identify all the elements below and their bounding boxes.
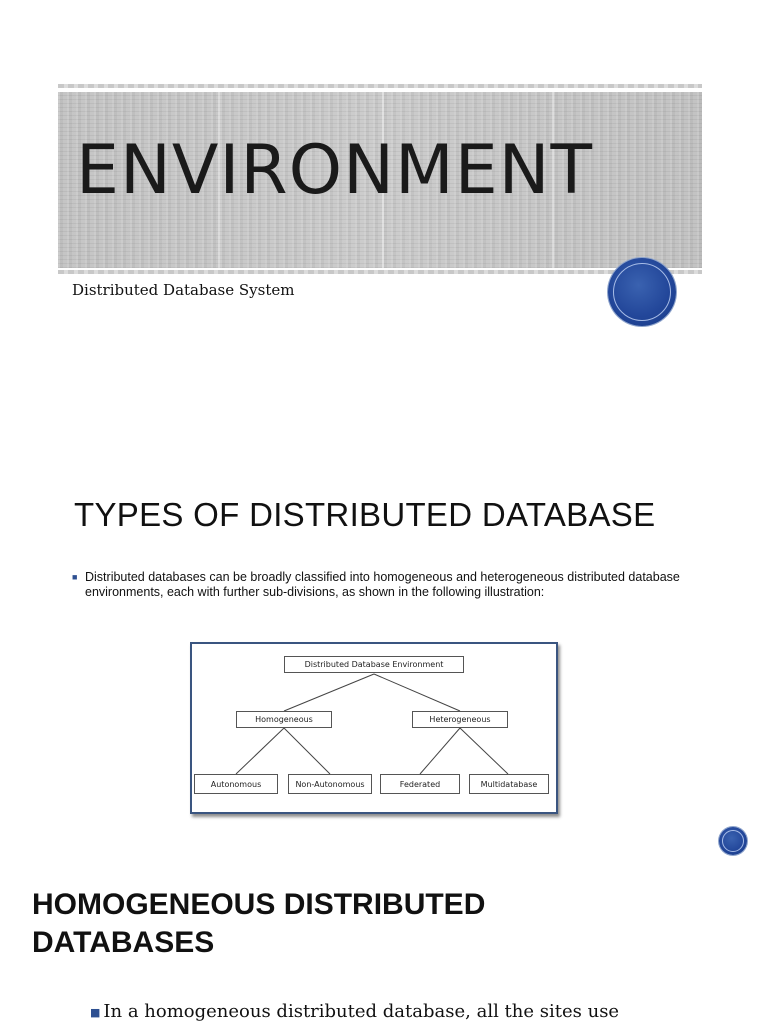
square-bullet-icon: ■	[90, 1005, 101, 1019]
bullet-text: In a homogeneous distributed database, all the sites use	[103, 1001, 620, 1022]
title-band-top-stripe	[58, 84, 702, 88]
diagram-node-heterogeneous: Heterogeneous	[412, 711, 508, 728]
diagram-node-non-autonomous: Non-Autonomous	[288, 774, 372, 794]
slide-title-environment: ENVIRONMENT	[76, 131, 594, 210]
title-band-bottom-stripe	[58, 270, 702, 274]
diagram-node-root: Distributed Database Environment	[284, 656, 464, 673]
diagram-node-homogeneous: Homogeneous	[236, 711, 332, 728]
square-bullet-icon: ■	[72, 572, 78, 582]
diagram-node-multidatabase: Multidatabase	[469, 774, 549, 794]
bullet-item	[90, 1001, 619, 1022]
blue-circle-ornament-icon	[608, 258, 676, 326]
slide-title-homogeneous: HOMOGENEOUS DISTRIBUTED DATABASES	[32, 888, 486, 959]
blue-circle-ornament-icon	[719, 827, 747, 855]
diagram-node-autonomous: Autonomous	[194, 774, 278, 794]
slide-subtitle: Distributed Database System	[72, 281, 295, 299]
bullet-item	[72, 570, 684, 600]
bullet-text: Distributed databases can be broadly classified into homogeneous and heterogeneous distributed database environments, each with further sub-divisions, as shown in the following illustration:	[85, 570, 680, 599]
diagram-node-federated: Federated	[380, 774, 460, 794]
classification-diagram	[190, 642, 558, 814]
slide-title-types: TYPES OF DISTRIBUTED DATABASE	[74, 496, 656, 533]
